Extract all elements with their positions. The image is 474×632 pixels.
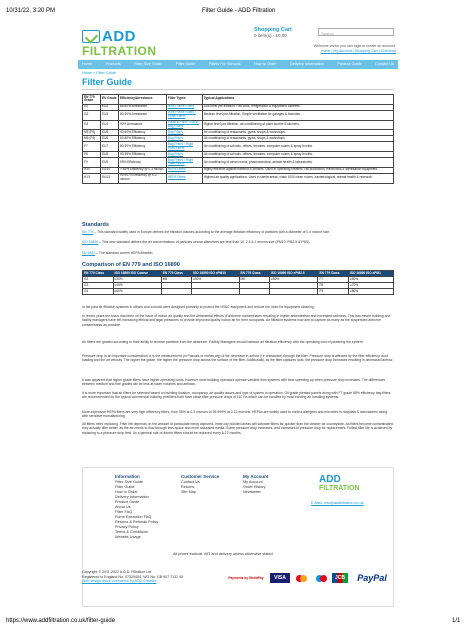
footer-link[interactable]: Terms & Conditions — [115, 530, 148, 534]
nav-item[interactable]: Delivery Information — [290, 62, 324, 66]
footer-email[interactable]: E-Mail: info@addfiltration.co.uk — [311, 501, 364, 505]
table-cell: EU10 — [100, 167, 118, 173]
table-cell: Medium level pre-filtration. Simple ventilation for garages & factories. — [202, 110, 393, 120]
welcome-text: Welcome visitor you can login or create an account. Home | My Account | Shopping Cart | Checkout — [313, 44, 396, 53]
table-cell: M6 — [239, 276, 270, 282]
table-cell: 40-60% Efficiency — [118, 130, 166, 136]
table-cell: ≥60% — [113, 288, 161, 294]
table-cell — [239, 288, 270, 294]
table-cell: H10 — [83, 167, 101, 173]
footer-link[interactable]: How to Order — [115, 490, 138, 494]
search-input[interactable]: Search — [318, 28, 394, 36]
filter-logo-icon — [82, 30, 100, 43]
table-cell: EU2 — [100, 104, 118, 110]
table-cell: 65-80% Arrestance — [118, 104, 166, 110]
table-header: Filter Types — [166, 95, 202, 105]
standard-en1822: EN 1822 – The standard covers HEPA filtration. — [82, 251, 154, 255]
table-cell: M6 (F6) — [83, 136, 101, 142]
footer-link[interactable]: Filter Guide — [115, 485, 135, 489]
body-paragraph: All filters need replacing. Filter life depends on the amount of particulate being captured. Inner city polluted areas will saturate filters far quicker than the cleaner air countryside. As filters become contaminated they actually filter better, as the air needs to flow through less space and more saturated media. Some pressure drop increases, and increases in pressure drop for replacement. Fullest filter life is achieved by replacing to a pressure drop limit. As a general rule-of-thumb filters should be replaced every 6-12 months. — [82, 422, 393, 435]
maestro-logo — [312, 573, 330, 583]
footer-link[interactable]: My Account — [243, 480, 263, 484]
body-paragraph: In the past air filtration systems in offices and schools were designed primarily to protect the HVAC equipment and reduce the need for equipment cleaning. — [82, 305, 315, 309]
footer-my-account: My Account My Account Order History Newsletter — [243, 474, 269, 494]
table-cell: EU13 — [100, 173, 118, 183]
table-cell: F7 — [83, 142, 101, 152]
table-cell: > 85% Efficiency @ 0.3 micron — [118, 167, 166, 173]
table-cell[interactable]: Bag Filters / Rigid Pack Filters — [166, 142, 202, 152]
mastercard-logo — [292, 573, 310, 583]
table-cell: Air conditioning of schools, offices, theatres, computer rooms & spray booths. — [202, 152, 393, 158]
standard-iso16890: ISO 16890 – This new standard defines the air concentrations of particles whose diameters are less than 10, 2.5 & 1 micron size (PM10, PM2.5 & PM1). — [82, 240, 311, 244]
table-cell: ≥50% — [192, 276, 239, 282]
footer-link[interactable]: Returns — [181, 485, 195, 489]
table-header: Efficiency/Arrestance — [118, 95, 166, 105]
table-cell: G3 — [83, 110, 101, 120]
footer-information: Information Filter Size Guide Filter Guide How to Order Delivery Information Product Guide About Us Filter FAQ Fume Extraction FAQ Returns & Refunds Policy Privacy Policy Terms & Conditions Website Usage — [115, 474, 159, 539]
table-cell: EU8 — [100, 152, 118, 158]
body-paragraph: Pressure drop is an important consideration, it is the measurement (in Pascals or inches wg) of the decrease in airflow (i.e resistance) through the filter. Pressure drop is affected by the filter efficiency, dust loading and the air velocity. The higher the grade, the higher the pressure drop across the surface of the filter. Additionally, as the filter captures dust, the pressure drop increases resulting in decreased airflow. — [82, 354, 393, 363]
footer-link[interactable]: Fume Extraction FAQ — [115, 515, 152, 519]
table-cell — [161, 288, 192, 294]
table-cell: M5 — [161, 276, 192, 282]
table-row — [83, 173, 394, 183]
jcb-logo: JCB — [332, 573, 348, 583]
table-cell: Low level pre-filtration. Fan coils, refrigeration & equipment cabinets. — [202, 104, 393, 110]
table-cell: 95% Efficiency — [118, 158, 166, 168]
footer-link[interactable]: Newsletter — [243, 490, 261, 494]
vat-note: All prices exclude VAT and delivery unless otherwise stated — [173, 552, 273, 556]
body-paragraph: More expensive HEPA filters are very high efficiency filters, from 95% at 0.3 microns to 99.999% at 0.12 microns. HEPAs are widely used to control allergens and microbes in hospitals & laboratories along with sensitive manufacturing. — [82, 410, 388, 419]
table-cell[interactable]: Bag Filters / Rigid Pack Filters — [166, 158, 202, 168]
table-cell: F7 — [318, 276, 349, 282]
table-cell: M5 (F5) — [83, 130, 101, 136]
comparison-table — [82, 270, 394, 295]
divider — [82, 89, 394, 90]
visa-logo: VISA — [270, 573, 290, 583]
table-header: ISO 16890 ISO ePM2.5 — [270, 271, 318, 277]
table-cell: Highest air quality applications. Used in sterile areas, class 1000 clean rooms, bacteriological, animal health & research. — [202, 173, 393, 183]
comparison-heading: Comparison of EN 779 and ISO 16890 — [82, 262, 180, 268]
footer-link[interactable]: About Us — [115, 505, 131, 509]
table-header: EN 779 Grade — [83, 95, 101, 105]
table-cell[interactable]: Wire Frame Filters / Panel Filters — [166, 110, 202, 120]
main-nav — [78, 60, 398, 69]
footer-link[interactable]: Filter Size Guide — [115, 480, 144, 484]
table-header: ISO 16890 ISO ePM1 — [349, 271, 394, 277]
table-cell: 90-95% Efficiency — [118, 152, 166, 158]
table-cell[interactable]: Bag Filters — [166, 136, 202, 142]
table-header: ISO 16890 ISO ePM10 — [192, 271, 239, 277]
table-cell: EU7 — [100, 142, 118, 152]
table-row — [83, 110, 394, 120]
worldpay-badge: Payments by WorldPay — [228, 576, 264, 580]
footer-logo: ADD FILTRATION — [319, 474, 360, 492]
print-url: https://www.addfiltration.co.uk/filter-guide — [6, 618, 116, 624]
footer — [82, 467, 394, 607]
standards-heading: Standards — [82, 222, 109, 228]
table-cell: F9 — [83, 158, 101, 168]
table-header: EN 779 Class — [83, 271, 114, 277]
table-row — [83, 288, 394, 294]
table-cell[interactable]: HEPA Filters — [166, 173, 202, 183]
table-cell: EU6 — [100, 136, 118, 142]
copyright: Copyright © 2011-2022 A.D.D. Filtration Ltd Registered in England No. 07325404. VAT No. GB 907 7132 95 Web design and e-commerce by ADD Creative — [82, 570, 184, 584]
table-cell: ≥80% — [349, 288, 394, 294]
print-doc-title: Filter Guide - ADD Filtration — [202, 8, 276, 14]
nav-item[interactable]: Filter Guide — [175, 62, 196, 66]
table-cell: Air conditioning of clean rooms, pharmaceutical, animal health & laboratories. — [202, 158, 393, 168]
filter-grade-table — [82, 94, 394, 184]
table-cell: 60-80% Efficiency — [118, 136, 166, 142]
table-cell[interactable]: HEPA Filters — [166, 167, 202, 173]
table-cell: ≥45% — [113, 282, 161, 288]
footer-link[interactable]: Filter FAQ — [115, 510, 133, 514]
table-cell: 80-90% Efficiency — [118, 142, 166, 152]
table-cell: H13 — [83, 173, 101, 183]
table-row — [83, 142, 394, 152]
site-logo[interactable]: ADD FILTRATION — [82, 28, 157, 58]
table-cell[interactable]: Wire Frame Filters — [166, 104, 202, 110]
table-cell — [192, 288, 239, 294]
print-page-number: 1/1 — [452, 618, 461, 624]
table-cell: ≥30% — [113, 276, 161, 282]
table-cell: 80-90% Arrestance — [118, 110, 166, 120]
nav-item[interactable]: Filter Size Guide — [134, 62, 163, 66]
table-cell: F9 — [318, 288, 349, 294]
nav-item[interactable]: Filters For Schools — [208, 62, 241, 66]
nav-item[interactable]: Home — [82, 62, 93, 66]
table-row — [83, 158, 394, 168]
table-cell: Air conditioning of restaurants, gyms, shops & workshops. — [202, 136, 393, 142]
nav-item[interactable]: Product Guide — [337, 62, 362, 66]
table-cell: Air conditioning of schools, offices, theatres, computer rooms & spray booths. — [202, 142, 393, 152]
body-paragraph: Air filters are graded according to their ability to remove particles from the airstream. Facility Managers should balance air filtration efficiency with the operating cost of powering the system. — [82, 340, 364, 344]
footer-link[interactable]: Product Guide — [115, 500, 140, 504]
table-cell: F8 — [83, 152, 101, 158]
footer-customer-service: Customer Service Contact Us Returns Site Map — [181, 474, 220, 494]
table-cell: 99.997% Efficiency @ 0.3 micron — [118, 173, 166, 183]
nav-item[interactable]: Contact Us — [375, 62, 394, 66]
table-cell: ≥50% — [349, 276, 394, 282]
table-cell: EU9 — [100, 158, 118, 168]
footer-link[interactable]: Site Map — [181, 490, 196, 494]
body-paragraph: It is more important that air filters be selected based on building location, occupancy, air quality issues and type of system in operation. Oil grade pleated panels along with F7 grade 85% efficiency bag filters are recommended for the typical commercial building, prefilters both have clean filter pressure drops of 110 Pa which can be handled by most existing air handling systems. — [82, 391, 391, 400]
body-paragraph: In recent years the focus has been on the issue of indoor air quality and the detrimental effects of airborne contaminants resulting in higher absenteeism and increased sickness. This has meant building and facility managers have felt increasing ethical and legal pressures to provide improved quality indoor air for their occupants. Air filtration systems now aim to capture as many as the suspended airborne contaminants as possible. — [82, 314, 391, 327]
table-cell: ≥50% — [270, 276, 318, 282]
footer-link[interactable]: Website Usage — [115, 535, 141, 539]
table-cell: EU3 — [100, 110, 118, 120]
table-header: EN 779 Class — [239, 271, 270, 277]
footer-link[interactable]: Delivery Information — [115, 495, 149, 499]
table-cell: EU5 — [100, 130, 118, 136]
table-cell: G4 — [83, 120, 101, 130]
table-header: EN 779 Class — [318, 271, 349, 277]
breadcrumb[interactable]: Home » Filter Guide — [82, 71, 116, 75]
table-cell: Air conditioning of restaurants, gyms, shops & workshops. — [202, 130, 393, 136]
footer-link[interactable]: Contact Us — [181, 480, 200, 484]
table-cell[interactable]: Bag Filters — [166, 130, 202, 136]
table-cell[interactable]: Pleated Panel Filters / Bag Filters — [166, 120, 202, 130]
table-cell: EU4 — [100, 120, 118, 130]
table-cell: F8 — [318, 282, 349, 288]
table-header: Typical Applications — [202, 95, 393, 105]
nav-item[interactable]: How to Order — [253, 62, 277, 66]
table-cell: G4 — [83, 288, 114, 294]
table-cell: G2 — [83, 104, 101, 110]
footer-link[interactable]: Returns & Refunds Policy — [115, 520, 159, 524]
table-header: ISO 16890 ISO Coarse — [113, 271, 161, 277]
nav-item[interactable]: Products — [105, 62, 121, 66]
table-cell: ≥70% — [349, 282, 394, 288]
footer-link[interactable]: Privacy Policy — [115, 525, 139, 529]
table-header: EU Grade — [100, 95, 118, 105]
table-cell — [270, 288, 318, 294]
table-cell: Highly effective against bacteria & smokes. Used in operating theatres, rail production, electronics & sterilisation equipment. — [202, 167, 393, 173]
print-datetime: 10/31/22, 3:20 PM — [6, 8, 56, 14]
table-row — [83, 120, 394, 130]
table-cell: G3 — [83, 282, 114, 288]
shopping-cart[interactable]: Shopping Cart 0 item(s) - £0.00 — [254, 27, 292, 38]
table-cell: 90% Arrestance — [118, 120, 166, 130]
paypal-logo: PayPal — [357, 573, 387, 583]
standard-en779: EN 779 – This standard widely used in Europe defines the filtration classes according to the average filtration efficiency of particles with a diameter of 0.4 micron size. — [82, 230, 331, 234]
table-cell[interactable]: Bag Filters — [166, 152, 202, 158]
page-title: Filter Guide — [82, 77, 133, 87]
body-paragraph: It was apparent that higher grade filters have higher operating costs, however most building operators operate variable flow systems with fans speeding up when pressure drop increases. The differences between medium and fine grades will be less at lower volumes and airflows. — [82, 378, 386, 387]
table-cell: Higher level pre-filtration, air conditioning of paint booths & kitchens. — [202, 120, 393, 130]
table-header: EN 779 Class — [161, 271, 192, 277]
table-cell: G2 — [83, 276, 114, 282]
footer-link[interactable]: Order History — [243, 485, 266, 489]
